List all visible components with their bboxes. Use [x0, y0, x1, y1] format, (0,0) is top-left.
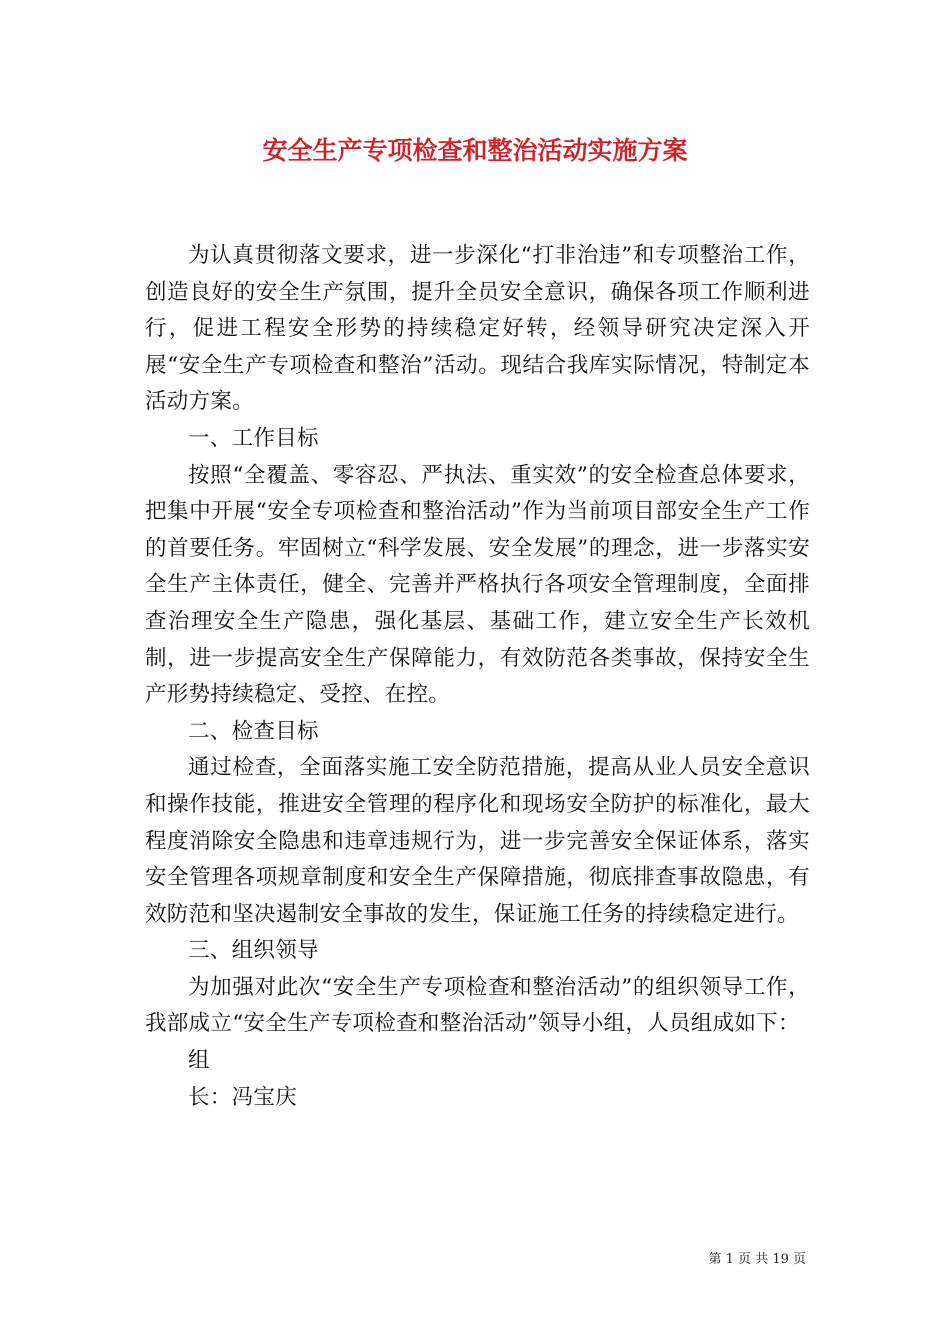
section-heading-work-goal: 一、工作目标 [188, 425, 319, 451]
page-indicator: 第 1 页 共 19 页 [708, 1252, 806, 1267]
intro-paragraph: 为认真贯彻落文要求，进一步深化“打非治违”和专项整治工作，创造良好的安全生产氛围，提升全员安全意识，确保各项工作顺利进行，促进工程安全形势的持续稳定好转，经领导研究决定深入开展“安全生产专项检查和整治”活动。现结合我库实际情况，特制定本活动方案。 [145, 243, 810, 415]
section-body-inspection-goal: 通过检查，全面落实施工安全防范措施，提高从业人员安全意识和操作技能，推进安全管理的程序化和现场安全防护的标准化，最大程度消除安全隐患和违章违规行为，进一步完善安全保证体系，落实安全管理各项规章制度和安全生产保障措施，彻底排查事故隐患，有效防范和坚决遏制安全事故的发生，保证施工任务的持续稳定进行。 [145, 755, 810, 927]
document-body [145, 238, 810, 1116]
section-body-leadership: 为加强对此次“安全生产专项检查和整治活动”的组织领导工作，我部成立“安全生产专项检查和整治活动”领导小组，人员组成如下： [145, 974, 810, 1037]
leader-line-group: 组 [188, 1048, 210, 1074]
leader-line-name: 长：冯宝庆 [188, 1084, 298, 1110]
section-heading-leadership: 三、组织领导 [188, 938, 319, 964]
section-body-work-goal: 按照“全覆盖、零容忍、严执法、重实效”的安全检查总体要求，把集中开展“安全专项检查和整治活动”作为当前项目部安全生产工作的首要任务。牢固树立“科学发展、安全发展”的理念，进一步落实安全生产主体责任，健全、完善并严格执行各项安全管理制度，全面排查治理安全生产隐患，强化基层、基础工作，建立安全生产长效机制，进一步提高安全生产保障能力，有效防范各类事故，保持安全生产形势持续稳定、受控、在控。 [145, 462, 810, 708]
section-heading-inspection-goal: 二、检查目标 [188, 718, 319, 744]
document-title: 安全生产专项检查和整治活动实施方案 [262, 136, 688, 165]
